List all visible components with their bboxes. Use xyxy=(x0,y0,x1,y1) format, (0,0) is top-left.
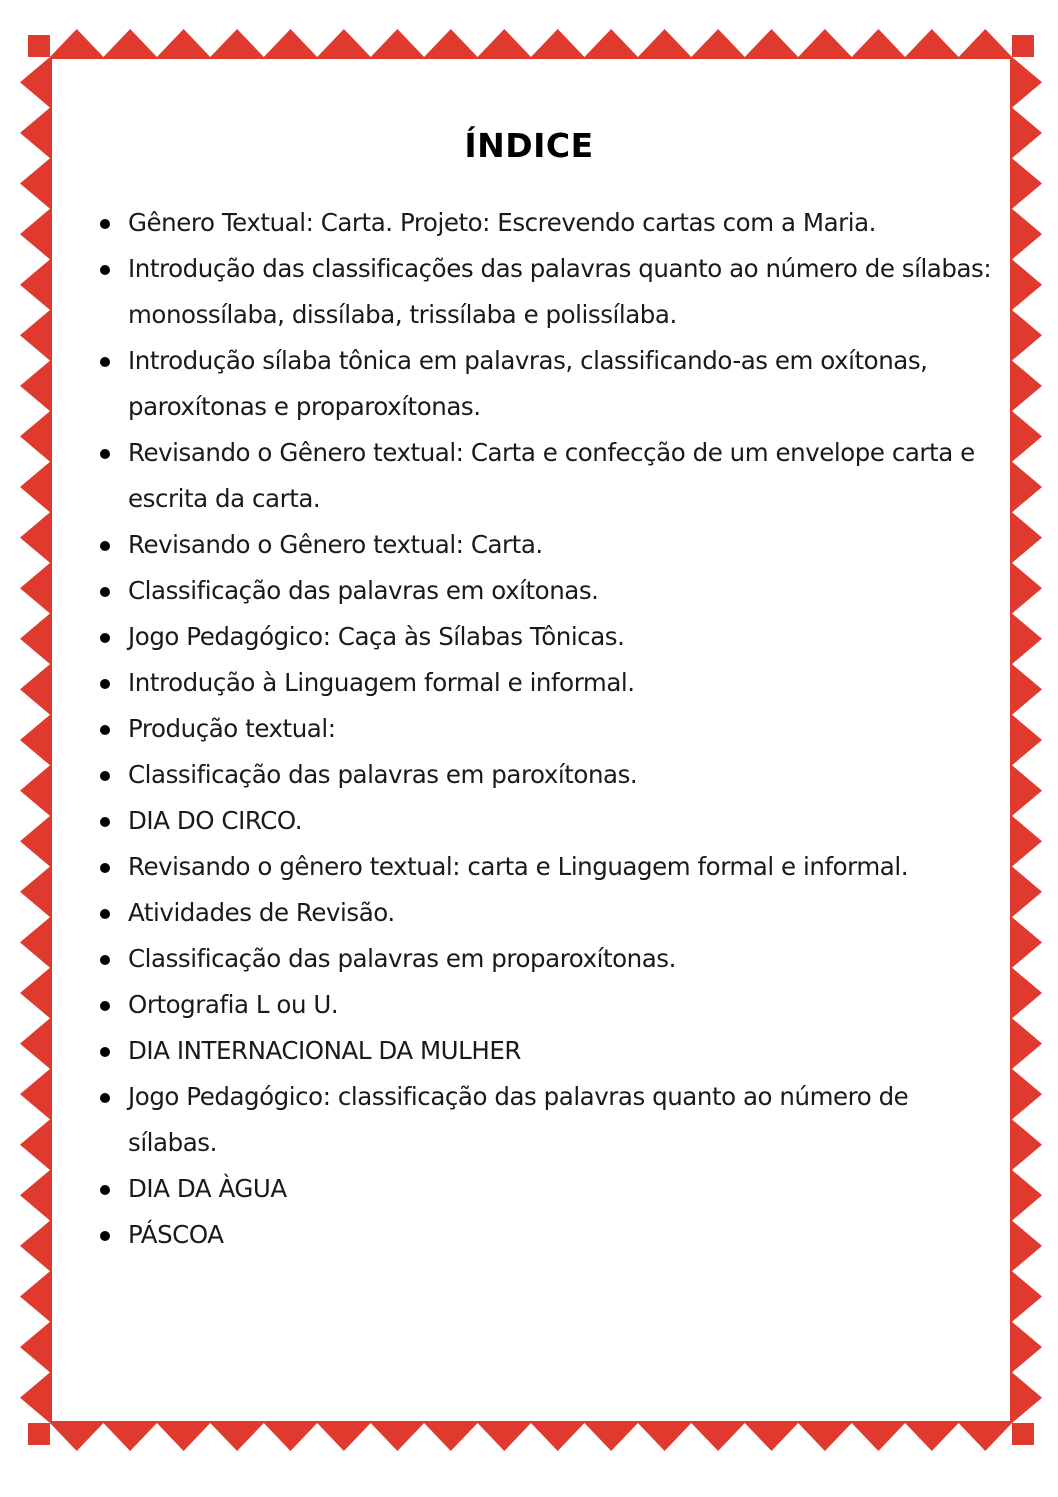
border-triangle xyxy=(20,411,50,462)
list-item xyxy=(96,1212,996,1258)
border-triangle xyxy=(531,1423,584,1451)
border-triangle xyxy=(20,1170,50,1221)
bullet-icon xyxy=(100,633,110,643)
list-item xyxy=(96,844,996,890)
list-item xyxy=(96,752,996,798)
border-triangle xyxy=(1012,1069,1042,1120)
list-item xyxy=(96,568,996,614)
list-item xyxy=(96,982,996,1028)
border-triangle xyxy=(959,1423,1012,1451)
border-triangle xyxy=(1012,310,1042,361)
border-triangle xyxy=(20,209,50,260)
border-triangle xyxy=(20,1322,50,1373)
bullet-icon xyxy=(100,219,110,229)
border-triangle xyxy=(20,917,50,968)
bullet-icon xyxy=(100,725,110,735)
bullet-icon xyxy=(100,1231,110,1241)
bullet-icon xyxy=(100,955,110,965)
index-list xyxy=(96,200,996,1258)
border-triangle xyxy=(905,1423,959,1451)
bullet-icon xyxy=(100,449,110,459)
border-triangle xyxy=(1012,209,1042,260)
list-item-text: DIA DO CIRCO. xyxy=(128,806,303,835)
border-triangle xyxy=(50,29,103,57)
border-triangle xyxy=(1012,614,1042,665)
border-triangle xyxy=(1012,1372,1042,1423)
border-triangle xyxy=(1012,259,1042,310)
border-triangle xyxy=(1012,361,1042,412)
border-triangle xyxy=(1012,512,1042,563)
border-triangle xyxy=(478,29,531,57)
border-triangle xyxy=(1012,664,1042,715)
bullet-icon xyxy=(100,1047,110,1057)
border-triangle xyxy=(20,1271,50,1322)
border-triangle xyxy=(478,1423,531,1451)
list-item xyxy=(96,1074,996,1166)
list-item xyxy=(96,522,996,568)
bullet-icon xyxy=(100,1093,110,1103)
list-item-text: Revisando o gênero textual: carta e Linguagem formal e informal. xyxy=(128,852,909,881)
border-triangle xyxy=(210,1423,263,1451)
list-item-text: Revisando o Gênero textual: Carta. xyxy=(128,530,543,559)
list-item-text: Classificação das palavras em proparoxítonas. xyxy=(128,944,676,973)
border-triangle xyxy=(264,29,317,57)
bullet-icon xyxy=(100,587,110,597)
border-triangle xyxy=(28,1423,50,1445)
list-item xyxy=(96,430,996,522)
border-triangle xyxy=(798,29,852,57)
border-triangle xyxy=(20,1119,50,1170)
border-triangle xyxy=(745,1423,798,1451)
border-triangle xyxy=(691,1423,745,1451)
border-triangle xyxy=(424,1423,478,1451)
list-item-text: Gênero Textual: Carta. Projeto: Escrevendo cartas com a Maria. xyxy=(128,208,877,237)
border-triangle xyxy=(20,968,50,1019)
list-item-text: Ortografia L ou U. xyxy=(128,990,339,1019)
border-triangle xyxy=(1012,1423,1034,1445)
border-triangle xyxy=(1012,411,1042,462)
border-triangle xyxy=(1012,715,1042,766)
bullet-icon xyxy=(100,357,110,367)
list-item xyxy=(96,614,996,660)
border-triangle xyxy=(20,664,50,715)
list-item-text: Jogo Pedagógico: classificação das palavras quanto ao número de sílabas. xyxy=(128,1082,909,1157)
border-triangle xyxy=(584,1423,638,1451)
list-item-text: Jogo Pedagógico: Caça às Sílabas Tônicas. xyxy=(128,622,625,651)
list-item-text: Introdução sílaba tônica em palavras, classificando-as em oxítonas, paroxítonas e proparoxítonas. xyxy=(128,346,928,421)
list-item xyxy=(96,936,996,982)
bullet-icon xyxy=(100,909,110,919)
border-triangle xyxy=(20,462,50,513)
border-triangle xyxy=(103,1423,156,1451)
border-triangle xyxy=(745,29,798,57)
border-triangle xyxy=(20,715,50,766)
border-triangle xyxy=(1012,867,1042,918)
list-item-text: PÁSCOA xyxy=(128,1220,224,1249)
border-triangle xyxy=(20,57,50,108)
list-item xyxy=(96,338,996,430)
border-triangle xyxy=(1012,1018,1042,1069)
border-triangle xyxy=(1012,816,1042,867)
border-triangle xyxy=(1012,765,1042,816)
border-triangle xyxy=(20,563,50,614)
border-triangle xyxy=(584,29,638,57)
border-triangle xyxy=(20,1221,50,1272)
border-triangle xyxy=(691,29,745,57)
list-item-text: DIA INTERNACIONAL DA MULHER xyxy=(128,1036,521,1065)
border-triangle xyxy=(1012,1221,1042,1272)
border-triangle xyxy=(905,29,959,57)
border-triangle xyxy=(20,512,50,563)
list-item xyxy=(96,200,996,246)
border-triangle xyxy=(157,29,210,57)
border-triangle xyxy=(798,1423,852,1451)
border-triangle xyxy=(1012,1170,1042,1221)
bullet-icon xyxy=(100,771,110,781)
border-triangle xyxy=(371,29,424,57)
border-triangle xyxy=(317,1423,371,1451)
border-triangle xyxy=(210,29,263,57)
list-item xyxy=(96,246,996,338)
border-triangle xyxy=(264,1423,317,1451)
border-triangle xyxy=(638,29,691,57)
bullet-icon xyxy=(100,1185,110,1195)
list-item xyxy=(96,1028,996,1074)
bullet-icon xyxy=(100,863,110,873)
border-triangle xyxy=(20,1018,50,1069)
border-triangle xyxy=(371,1423,424,1451)
border-triangle xyxy=(852,29,905,57)
list-item xyxy=(96,706,996,752)
list-item-text: Atividades de Revisão. xyxy=(128,898,395,927)
border-triangle xyxy=(1012,462,1042,513)
border-triangle xyxy=(20,259,50,310)
bullet-icon xyxy=(100,679,110,689)
list-item-text: Classificação das palavras em oxítonas. xyxy=(128,576,599,605)
list-item xyxy=(96,1166,996,1212)
border-triangle xyxy=(1012,563,1042,614)
list-item-text: Classificação das palavras em paroxítonas. xyxy=(128,760,638,789)
list-item-text: Revisando o Gênero textual: Carta e confecção de um envelope carta e escrita da carta. xyxy=(128,438,975,513)
border-triangle xyxy=(1012,35,1034,57)
border-triangle xyxy=(50,1423,103,1451)
border-triangle xyxy=(20,765,50,816)
border-triangle xyxy=(20,1372,50,1423)
border-triangle xyxy=(852,1423,905,1451)
border-triangle xyxy=(1012,1322,1042,1373)
list-item-text: Introdução à Linguagem formal e informal. xyxy=(128,668,635,697)
border-triangle xyxy=(20,1069,50,1120)
border-triangle xyxy=(531,29,584,57)
border-triangle xyxy=(20,361,50,412)
list-item xyxy=(96,798,996,844)
border-triangle xyxy=(1012,57,1042,108)
border-triangle xyxy=(20,158,50,209)
list-item-text: DIA DA ÀGUA xyxy=(128,1174,287,1203)
border-triangle xyxy=(20,310,50,361)
border-triangle xyxy=(638,1423,691,1451)
border-triangle xyxy=(1012,158,1042,209)
border-triangle xyxy=(1012,1271,1042,1322)
bullet-icon xyxy=(100,1001,110,1011)
list-item xyxy=(96,890,996,936)
page-title: ÍNDICE xyxy=(464,126,594,165)
border-triangle xyxy=(157,1423,210,1451)
border-triangle xyxy=(1012,968,1042,1019)
border-triangle xyxy=(959,29,1012,57)
border-triangle xyxy=(103,29,156,57)
bullet-icon xyxy=(100,265,110,275)
border-triangle xyxy=(20,867,50,918)
border-triangle xyxy=(1012,917,1042,968)
list-item-text: Introdução das classificações das palavras quanto ao número de sílabas: monossílaba, dissílaba, trissílaba e polissílaba. xyxy=(128,254,992,329)
bullet-icon xyxy=(100,817,110,827)
list-item-text: Produção textual: xyxy=(128,714,336,743)
border-triangle xyxy=(1012,1119,1042,1170)
border-triangle xyxy=(424,29,478,57)
border-triangle xyxy=(317,29,371,57)
bullet-icon xyxy=(100,541,110,551)
border-triangle xyxy=(28,35,50,57)
border-triangle xyxy=(20,614,50,665)
list-item xyxy=(96,660,996,706)
border-triangle xyxy=(20,816,50,867)
